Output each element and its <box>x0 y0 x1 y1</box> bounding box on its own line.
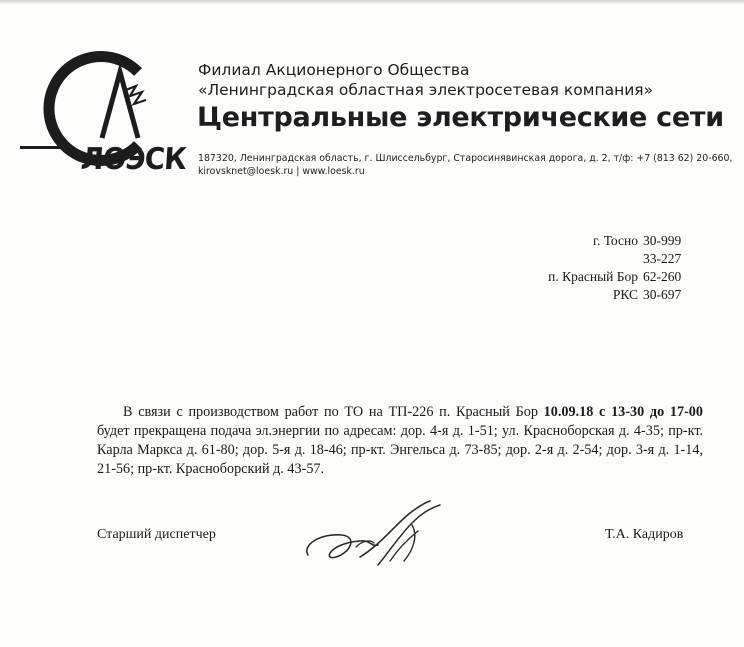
notice-addresses: будет прекращена подача эл.энергии по адресам: дор. 4-я д. 1-51; ул. Красноборская д. 4-35; пр-кт. Карла Маркса д. 61-80; дор. 5-я д. 18-46; пр-кт. Энгельса д. 73-85; дор. 2-я д. 2-54; дор. 3-я д. 1-14, 21-56; пр-кт. Красноборский д. 43-57. <box>97 423 703 477</box>
phone-row <box>470 268 700 286</box>
handwritten-signature-icon <box>300 495 480 575</box>
company-logo <box>20 50 185 185</box>
signer-name: Т.А. Кадиров <box>605 527 684 542</box>
phone-number: 30-697 <box>643 287 682 302</box>
phone-place: РКС <box>612 287 638 302</box>
letterhead-company: «Ленинградская областная электросетевая компания» <box>198 81 654 99</box>
phone-place <box>470 250 643 268</box>
signer-title: Старший диспетчер <box>97 527 216 542</box>
phone-number: 62-260 <box>643 269 682 284</box>
outage-notice <box>97 403 703 479</box>
phone-number: 30-999 <box>643 233 682 248</box>
phone-place: п. Красный Бор <box>548 269 638 284</box>
phone-row <box>470 286 700 304</box>
phone-row <box>470 232 700 250</box>
phone-row <box>470 250 700 268</box>
phone-place: г. Тосно <box>592 233 638 248</box>
letterhead-address: 187320, Ленинградская область, г. Шлиссельбург, Старосинявинская дорога, д. 2, т/ф: +7 (813 62) 20-660, <box>198 153 733 164</box>
phone-list <box>470 232 700 304</box>
letterhead-division: Центральные электрические сети <box>197 102 724 133</box>
scan-edge <box>0 0 744 5</box>
logo-wordmark: ЛОЭСК <box>79 142 187 177</box>
letterhead-contacts: kirovsknet@loesk.ru | www.loesk.ru <box>198 166 365 177</box>
phone-number: 33-227 <box>643 251 682 266</box>
letterhead-branch: Филиал Акционерного Общества <box>198 61 470 79</box>
notice-text-start: В связи с производством работ по ТО на ТП-226 п. Красный Бор <box>123 404 544 420</box>
notice-time: 10.09.18 с 13-30 до 17-00 <box>543 404 703 420</box>
